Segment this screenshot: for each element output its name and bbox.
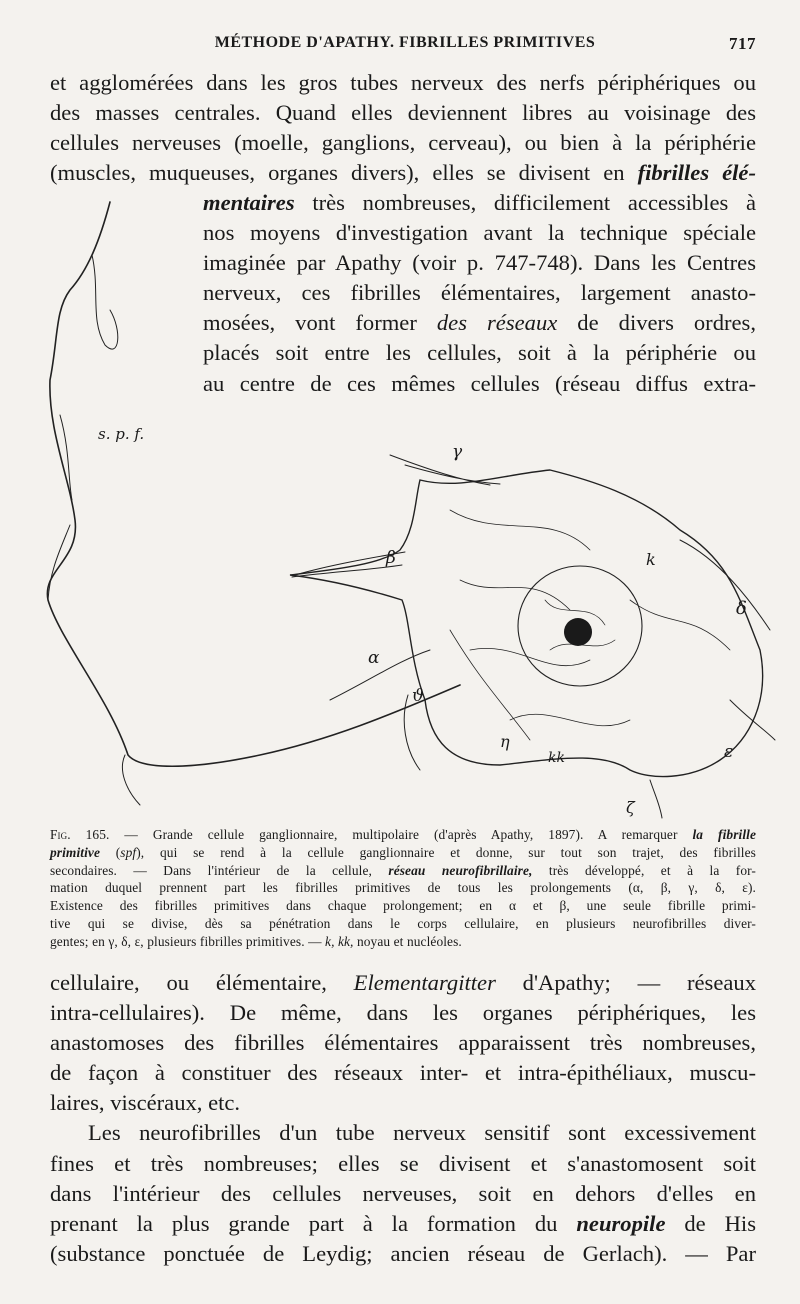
- text-run: (muscles, muqueuses, organes divers), elles se divisent en: [50, 160, 625, 186]
- label-alpha: α: [368, 648, 380, 668]
- text-run: de divers ordres,: [557, 310, 756, 336]
- text-run: ), qui se rend à la cellule ganglionnaire et donne, sur tout son trajet, des fibrilles: [136, 844, 756, 860]
- text-line: anastomoses des fibrilles élémentaires apparaissent très nombreuses,: [50, 1030, 756, 1056]
- running-title: MÉTHODE D'APATHY. FIBRILLES PRIMITIVES: [214, 34, 596, 51]
- text-run: mosées, vont former: [203, 310, 437, 336]
- label-delta: δ: [736, 598, 747, 619]
- text-line: et agglomérées dans les gros tubes nerveux des nerfs périphériques ou: [50, 70, 756, 95]
- text-line: dans l'intérieur des cellules nerveuses, soit en dehors d'elles en: [50, 1180, 756, 1206]
- caption-line: [50, 826, 756, 844]
- figure-caption: [50, 826, 756, 951]
- text-run: — Grande cellule ganglionnaire, multipolaire (d'après Apathy, 1897). A remarquer: [109, 827, 693, 842]
- text-line: Les neurofibrilles d'un tube nerveux sensitif sont excessivement: [88, 1120, 756, 1146]
- label-beta: β: [386, 548, 396, 568]
- text-line: placés soit entre les cellules, soit à la périphérie ou: [203, 340, 756, 366]
- text-run: très nombreuses, difficilement accessibles à: [294, 190, 756, 215]
- emphasis: Elementargitter: [353, 970, 496, 995]
- text-line: des masses centrales. Quand elles deviennent libres au voisinage des: [50, 100, 756, 126]
- emphasis: k, kk,: [325, 933, 354, 949]
- emphasis: primitive: [50, 844, 100, 860]
- text-run: noyau et nucléoles.: [353, 933, 462, 949]
- text-line: [50, 1209, 756, 1239]
- running-head: [50, 34, 760, 58]
- text-line: de façon à constituer des réseaux inter- et intra-épithéliaux, muscu-: [50, 1060, 756, 1086]
- text-run: (: [100, 844, 121, 860]
- text-run: cellulaire, ou élémentaire,: [50, 970, 354, 995]
- emphasis: fibrilles élé-: [637, 160, 756, 186]
- emphasis: spf: [120, 844, 137, 860]
- caption-line: Existence des fibrilles primitives dans chaque prolongement; en α et β, une seule fibrille primi-: [50, 898, 756, 914]
- label-eta: η: [500, 732, 510, 751]
- label-gamma: γ: [452, 442, 463, 462]
- text-line: nos moyens d'investigation avant la technique spéciale: [203, 220, 756, 246]
- text-run: secondaires. — Dans l'intérieur de la cellule,: [50, 862, 389, 878]
- text-run: de His: [665, 1210, 756, 1236]
- emphasis: la fibrille: [692, 827, 757, 842]
- text-line: laires, viscéraux, etc.: [50, 1090, 241, 1116]
- text-run: prenant la plus grande part à la formation du: [50, 1210, 577, 1236]
- label-theta: ϑ: [412, 686, 425, 706]
- text-line: [50, 968, 756, 998]
- emphasis: mentaires: [203, 190, 295, 215]
- text-run: gentes; en γ, δ, ε, plusieurs fibrilles primitives. —: [50, 933, 326, 949]
- emphasis: des réseaux: [436, 310, 558, 336]
- figure-label: Fig. 165.: [50, 827, 110, 842]
- label-epsilon: ε: [724, 742, 734, 762]
- text-run: très développé, et à la for-: [532, 862, 756, 878]
- label-spf: s. p. f.: [98, 425, 145, 443]
- text-line: imaginée par Apathy (voir p. 747-748). Dans les Centres: [203, 250, 756, 276]
- caption-line: [50, 844, 756, 862]
- bottom-text: [50, 968, 756, 1269]
- top-paragraph: [50, 68, 756, 188]
- text-line: cellules nerveuses (moelle, ganglions, cerveau), ou bien à la périphérie: [50, 130, 756, 156]
- text-line: fines et très nombreuses; elles se divisent et s'anastomosent soit: [50, 1150, 756, 1176]
- caption-line: tive qui se divise, dès sa pénétration dans le corps cellulaire, en plusieurs neurofibrilles diver-: [50, 915, 756, 931]
- caption-line: [50, 862, 756, 880]
- text-line: nerveux, ces fibrilles élémentaires, largement anasto-: [203, 280, 756, 306]
- text-line: (substance ponctuée de Leydig; ancien réseau de Gerlach). — Par: [50, 1240, 756, 1266]
- caption-line: mation duquel prennent part les fibrilles primitives de tous les prolongements (α, β, γ, δ, ε).: [50, 880, 756, 896]
- page-number: 717: [729, 34, 756, 53]
- emphasis: neuropile: [576, 1210, 666, 1236]
- label-zeta: ζ: [626, 798, 635, 817]
- text-line: au centre de ces mêmes cellules (réseau diffus extra-: [203, 370, 756, 396]
- figure-labels: [30, 180, 790, 820]
- label-kk: kk: [548, 750, 565, 766]
- emphasis: réseau neurofibrillaire,: [388, 862, 533, 878]
- caption-line: [50, 933, 756, 951]
- text-run: d'Apathy; — réseaux: [495, 970, 756, 995]
- text-line: intra-cellulaires). De même, dans les organes périphériques, les: [50, 1000, 756, 1026]
- label-k: k: [646, 550, 656, 569]
